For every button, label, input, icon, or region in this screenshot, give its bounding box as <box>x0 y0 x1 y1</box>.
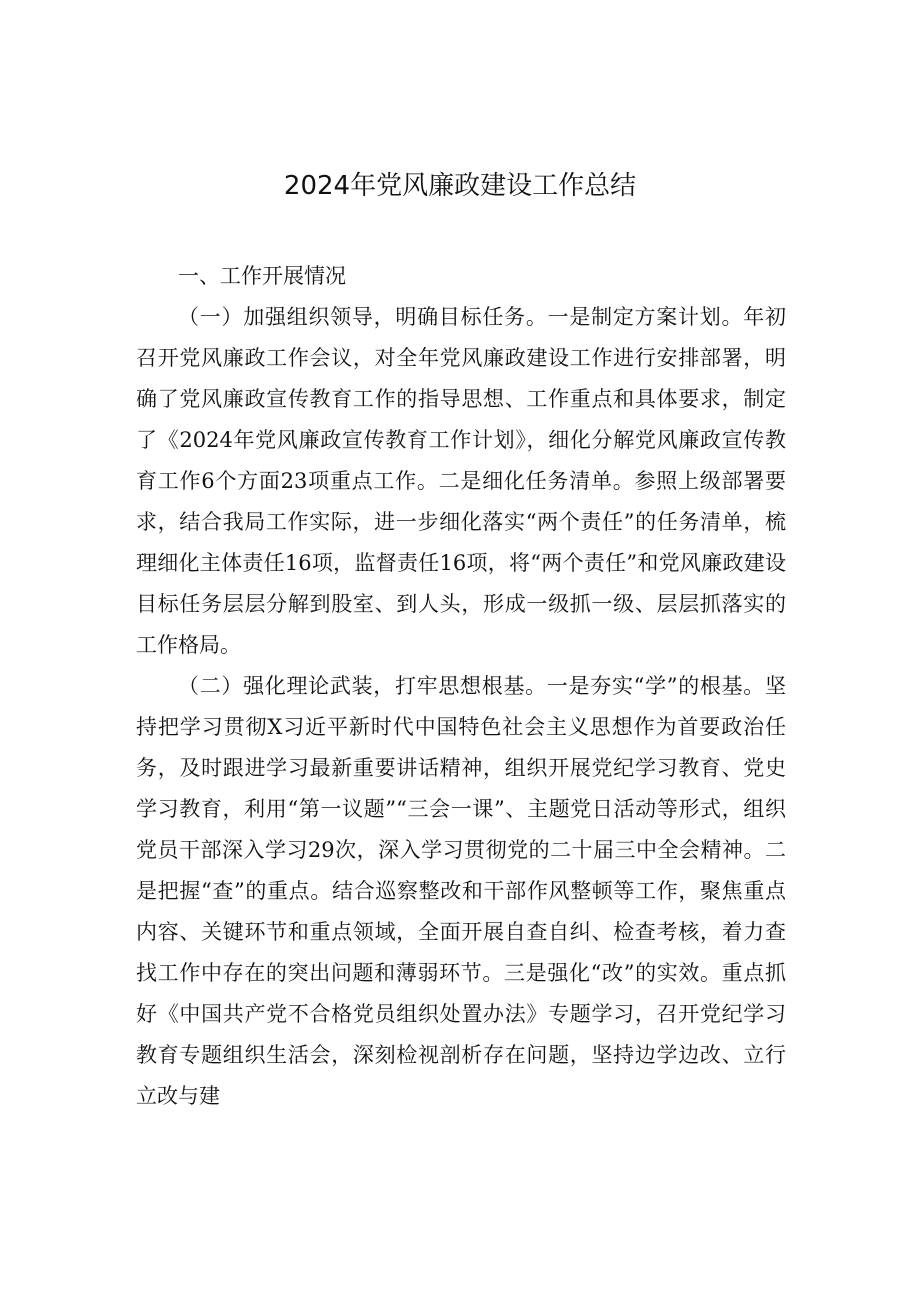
paragraph-1: （一）加强组织领导，明确目标任务。一是制定方案计划。年初召开党风廉政工作会议，对全年党风廉政建设工作进行安排部署，明确了党风廉政宣传教育工作的指导思想、工作重点和具体要求，制定了《2024年党风廉政宣传教育工作计划》，细化分解党风廉政宣传教育工作6个方面23项重点工作。二是细化任务清单。参照上级部署要求，结合我局工作实际，进一步细化落实“两个责任”的任务清单，梳理细化主体责任16项，监督责任16项，将“两个责任”和党风廉政建设目标任务层层分解到股室、到人头，形成一级抓一级、层层抓落实的工作格局。 <box>136 305 786 657</box>
section-heading: 一、工作开展情况 <box>178 264 346 288</box>
paragraph-2: （二）强化理论武装，打牢思想根基。一是夯实“学”的根基。坚持把学习贯彻X习近平新时代中国特色社会主义思想作为首要政治任务，及时跟进学习最新重要讲话精神，组织开展党纪学习教育、党史学习教育，利用“第一议题”“三会一课”、主题党日活动等形式，组织党员干部深入学习29次，深入学习贯彻党的二十届三中全会精神。二是把握“查”的重点。结合巡察整改和干部作风整顿等工作，聚焦重点内容、关键环节和重点领域，全面开展自查自纠、检查考核，着力查找工作中存在的突出问题和薄弱环节。三是强化“改”的实效。重点抓好《中国共产党不合格党员组织处置办法》专题学习，召开党纪学习教育专题组织生活会，深刻检视剖析存在问题，坚持边学边改、立行立改与建 <box>136 674 786 1108</box>
document-title: 2024年党风廉政建设工作总结 <box>283 171 637 201</box>
document-body <box>136 256 786 1117</box>
